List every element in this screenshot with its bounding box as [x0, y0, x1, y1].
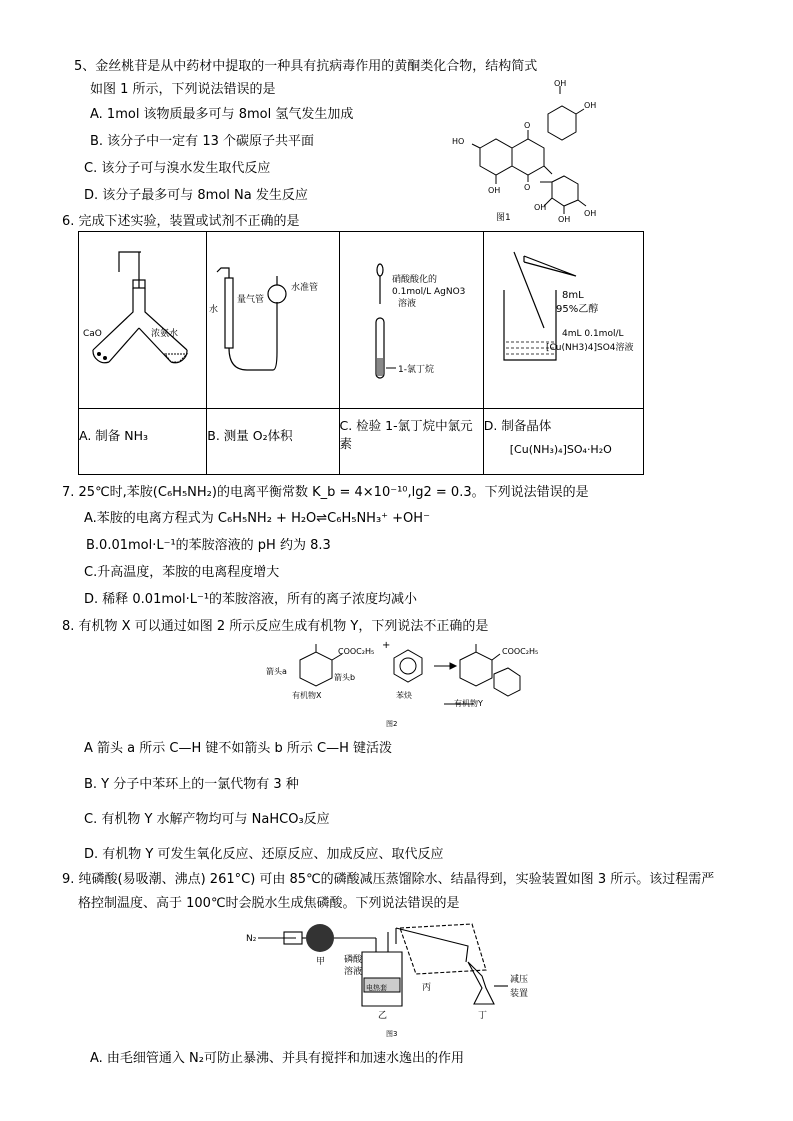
caption-a-text: A. 制备 NH₃: [79, 428, 149, 443]
apparatus-a: [79, 232, 207, 409]
experiment-table: [78, 231, 644, 475]
caption-d: [483, 409, 643, 475]
oh-label-1: OH: [554, 79, 567, 88]
figure-2-label: 图2: [386, 720, 398, 728]
chlorobutane-label: 1-氯丁烷: [397, 365, 434, 375]
apparatus-b: [207, 232, 339, 409]
caption-a: [79, 409, 207, 475]
cu-complex-volume: 4mL 0.1mol/L: [561, 329, 624, 339]
apparatus-d-drawing: [484, 232, 642, 404]
phosphoric-acid-label: 磷酸: [344, 955, 363, 965]
caption-c: [339, 409, 483, 475]
water-label: 水: [209, 305, 219, 315]
y-ester-label: COOC₂H₅: [502, 647, 539, 656]
q7-option-d: D. 稀释 0.01mol·L⁻¹的苯胺溶液，所有的离子浓度均减小: [84, 592, 418, 607]
q8-option-b: B. Y 分子中苯环上的一氯代物有 3 种: [84, 777, 299, 792]
q8-option-d: D. 有机物 Y 可发生氧化反应、还原反应、加成反应、取代反应: [84, 847, 444, 862]
benzyne-label: 苯炔: [396, 691, 412, 700]
level-tube-label: 水准管: [291, 283, 319, 293]
cu-complex-label: [Cu(NH3)4]SO4溶液: [545, 343, 634, 353]
q8-option-a: A 箭头 a 所示 C—H 键不如箭头 b 所示 C—H 键活泼: [84, 741, 393, 756]
oxygen-label: O: [524, 121, 531, 130]
vacuum-label-2: 装置: [510, 989, 529, 999]
q5-option-a: A. 1mol 该物质最多可与 8mol 氢气发生加成: [90, 107, 354, 122]
carbonyl-o-label: O: [524, 183, 531, 192]
apparatus-a-drawing: [79, 232, 205, 404]
vacuum-label-1: 减压: [510, 975, 529, 985]
ammonia-label: 浓氨水: [151, 329, 179, 339]
jia-label: 甲: [316, 957, 326, 967]
arrow-b-label: 箭头b: [334, 673, 356, 682]
q7-option-a: A.苯胺的电离方程式为 C₆H₅NH₂ + H₂O⇌C₆H₅NH₃⁺ +OH⁻: [84, 511, 430, 526]
q8-option-c: C. 有机物 Y 水解产物均可与 NaHCO₃反应: [84, 812, 330, 827]
caption-c-line1: C. 检验 1-氯丁烷中氯元: [339, 418, 473, 433]
q7-stem: 7. 25℃时,苯胺(C₆H₅NH₂)的电离平衡常数 K_b = 4×10⁻¹⁰,lg2 = 0.3。下列说法错误的是: [62, 485, 589, 500]
caption-c-line2: 素: [339, 436, 353, 451]
yi-label: 乙: [378, 1011, 388, 1021]
agno3-reagent-1: 硝酸酸化的: [391, 275, 437, 285]
q5-stem-line1: 5、金丝桃苷是从中药材中提取的一种具有抗病毒作用的黄酮类化合物，结构简式: [74, 59, 538, 74]
oh-label-6: OH: [584, 209, 597, 218]
q5-option-b: B. 该分子中一定有 13 个碳原子共平面: [90, 134, 314, 149]
bing-label: 丙: [422, 983, 432, 993]
ho-label: HO: [452, 137, 465, 146]
q7-option-c: C.升高温度，苯胺的电离程度增大: [84, 565, 280, 580]
caption-b-text: B. 测量 O₂体积: [207, 428, 293, 443]
figure-3-apparatus: [246, 918, 556, 1040]
ding-label: 丁: [478, 1011, 488, 1021]
plus-sign: +: [382, 640, 391, 651]
solution-label: 溶液: [344, 967, 363, 977]
caption-b: [207, 409, 339, 475]
apparatus-b-drawing: [207, 232, 337, 404]
arrow-a-label: 箭头a: [266, 667, 287, 676]
caption-d-line1: D. 制备晶体: [483, 418, 552, 433]
agno3-reagent-2: 0.1mol/L AgNO3: [391, 287, 465, 297]
figure-1-structure: [440, 78, 600, 224]
x-name-label: 有机物X: [292, 691, 322, 700]
q8-stem: 8. 有机物 X 可以通过如图 2 所示反应生成有机物 Y，下列说法不正确的是: [62, 619, 489, 634]
oh-label-2: OH: [584, 101, 597, 110]
n2-label: N₂: [246, 934, 257, 944]
agno3-reagent-3: 溶液: [397, 299, 416, 309]
oh-label-3: OH: [488, 186, 501, 195]
oh-label-5: OH: [558, 215, 571, 224]
oh-label-4: OH: [534, 203, 547, 212]
q5-stem-line2: 如图 1 所示，下列说法错误的是: [90, 82, 276, 97]
figure-1-label: 图1: [496, 213, 511, 223]
cao-label: CaO: [83, 329, 102, 339]
gas-tube-label: 量气管: [237, 295, 265, 305]
figure-3-label: 图3: [386, 1030, 398, 1038]
heater-label: 电热套: [366, 984, 387, 992]
x-ester-label: COOC₂H₅: [338, 647, 375, 656]
q5-option-c: C. 该分子可与溴水发生取代反应: [84, 161, 271, 176]
apparatus-d: [483, 232, 643, 409]
apparatus-c: [339, 232, 483, 409]
caption-d-line2: [Cu(NH₃)₄]SO₄·H₂O: [509, 443, 612, 456]
q9-stem-line2: 格控制温度、高于 100℃时会脱水生成焦磷酸。下列说法错误的是: [78, 896, 460, 911]
q6-stem: 6. 完成下述实验，装置或试剂不正确的是: [62, 214, 300, 229]
q9-stem-line1: 9. 纯磷酸(易吸潮、沸点) 261°C) 可由 85℃的磷酸减压蒸馏除水、结晶得到，实验装置如图 3 所示。该过程需严: [62, 872, 715, 887]
q7-option-b: B.0.01mol·L⁻¹的苯胺溶液的 pH 约为 8.3: [86, 538, 331, 553]
apparatus-c-drawing: [340, 232, 482, 404]
ethanol-volume: 8mL: [561, 290, 584, 301]
y-name-label: 有机物Y: [454, 699, 483, 708]
figure-2-reaction: [264, 640, 544, 730]
q5-option-d: D. 该分子最多可与 8mol Na 发生反应: [84, 188, 308, 203]
q9-option-a: A. 由毛细管通入 N₂可防止暴沸、并具有搅拌和加速水逸出的作用: [90, 1051, 464, 1066]
ethanol-label: 95%乙醇: [555, 304, 598, 315]
